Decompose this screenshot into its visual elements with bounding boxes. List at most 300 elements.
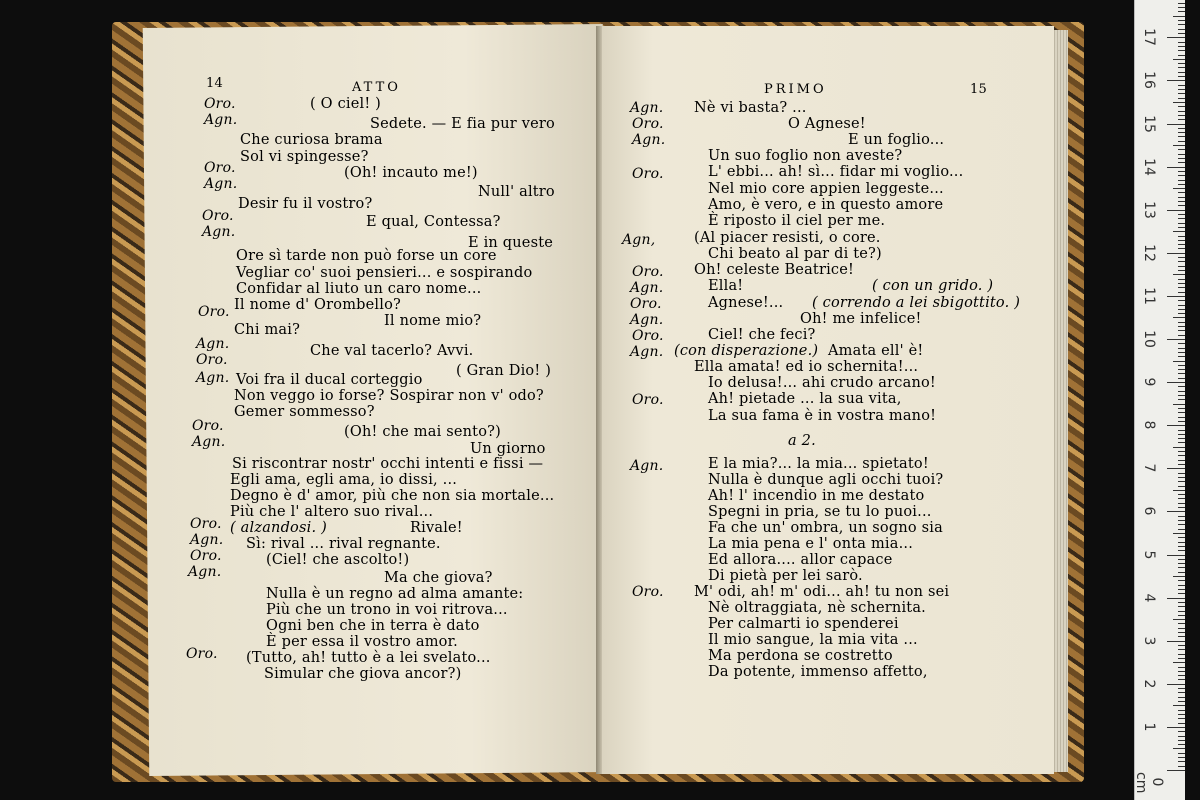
ruler-tick [1178,731,1185,732]
ruler-tick [1178,205,1185,206]
left-page-speaker-label: Agn. [188,564,222,580]
left-page-text-line: Che curiosa brama [240,132,383,148]
ruler-tick [1178,550,1185,551]
left-page-text-line: ( Gran Dio! ) [456,363,552,379]
ruler-tick [1178,240,1185,241]
ruler-number: 12 [1141,243,1157,262]
ruler-tick [1173,59,1185,60]
ruler-tick [1178,257,1185,258]
ruler-tick [1178,279,1185,280]
left-page-speaker-label: Agn. [192,434,226,450]
ruler-tick [1173,490,1185,491]
right-page-text-line: Ciel! che feci? [708,327,816,343]
ruler-tick [1178,50,1185,51]
ruler-tick [1173,533,1185,534]
ruler-tick [1178,33,1185,34]
ruler-tick [1178,455,1185,456]
right-page-speaker-label: Agn. [630,312,664,328]
ruler-tick [1178,451,1185,452]
ruler-tick [1167,37,1185,38]
ruler-tick [1167,770,1185,771]
ruler-tick [1178,766,1185,767]
ruler-tick [1167,598,1185,599]
ruler-tick [1178,417,1185,418]
ruler-tick [1178,55,1185,56]
ruler-tick [1178,132,1185,133]
left-page-text-line: Simular che giova ancor?) [264,666,462,682]
ruler-tick [1178,567,1185,568]
ruler-tick [1178,356,1185,357]
ruler-tick [1178,723,1185,724]
left-page-speaker-label: Oro. [190,516,222,532]
ruler-tick [1178,365,1185,366]
ruler-tick [1178,628,1185,629]
ruler-tick [1178,326,1185,327]
ruler-tick [1178,563,1185,564]
right-page-speaker-label: Agn. [630,458,664,474]
ruler-tick [1178,585,1185,586]
ruler-tick [1178,559,1185,560]
left-page-speaker-label: Oro. [196,352,228,368]
ruler-tick [1178,546,1185,547]
right-page-text-line: Nel mio core appien leggeste... [708,181,944,197]
right-page-text-line: M' odi, ah! m' odi... ah! tu non sei [694,584,950,600]
ruler-tick [1178,227,1185,228]
ruler-tick [1178,524,1185,525]
ruler-tick [1178,154,1185,155]
left-page-text-line: Si riscontrar nostr' occhi intenti e fissi — [232,456,544,472]
ruler-tick [1178,679,1185,680]
ruler-tick [1178,192,1185,193]
ruler-tick [1178,85,1185,86]
ruler-tick [1178,270,1185,271]
ruler-tick [1173,16,1185,17]
ruler-number: 13 [1141,200,1157,219]
left-page-speaker-label: Agn. [204,176,238,192]
ruler-tick [1167,80,1185,81]
ruler-tick [1178,141,1185,142]
ruler-tick [1178,348,1185,349]
ruler-number: 7 [1141,463,1157,473]
left-page-number: 14 [206,76,223,91]
ruler-tick [1173,231,1185,232]
ruler-tick [1178,214,1185,215]
ruler-tick [1167,468,1185,469]
ruler-tick [1178,516,1185,517]
left-page-text-line: Il nome d' Orombello? [234,297,401,313]
ruler-tick [1178,714,1185,715]
left-page-speaker-label: Agn. [202,224,236,240]
ruler-number: 3 [1141,636,1157,646]
book-gutter [596,26,602,774]
ruler-tick [1167,641,1185,642]
ruler-tick [1178,399,1185,400]
ruler-tick [1178,136,1185,137]
ruler-tick [1178,93,1185,94]
ruler-tick [1167,210,1185,211]
ruler-tick [1178,3,1185,4]
ruler-number: 10 [1141,330,1157,348]
right-page-text-line: Amata ell' è! [828,343,924,359]
right-page-text-line: E la mia?... la mia... spietato! [708,456,929,472]
ruler-tick [1178,602,1185,603]
right-page-text-line: (Al piacer resisti, o core. [694,230,881,246]
ruler-tick [1178,119,1185,120]
ruler-tick [1178,248,1185,249]
right-page-text-line: Ella amata! ed io schernita!... [694,359,919,375]
left-page-text-line: È per essa il vostro amor. [266,634,458,650]
ruler-tick [1178,197,1185,198]
ruler-tick [1178,442,1185,443]
right-page-text-line: Da potente, immenso affetto, [708,664,928,680]
ruler-tick [1178,378,1185,379]
right-page-speaker-label: Oro. [632,392,664,408]
ruler-tick [1178,300,1185,301]
left-page-text-line: (Tutto, ah! tutto è a lei svelato... [246,650,491,666]
ruler-number: 5 [1141,550,1157,559]
left-page-text-line: Sì: rival ... rival regnante. [246,536,441,552]
ruler-tick [1178,688,1185,689]
left-page-text-line: ( O ciel! ) [310,96,382,112]
right-page-text-line: Amo, è vero, e in questo amore [708,197,944,213]
right-page-text-line: ( con un grido. ) [872,278,994,294]
right-page-text-line: Il mio sangue, la mia vita ... [708,632,918,648]
right-page-text-line: Nè vi basta? ... [694,100,807,116]
ruler-tick [1173,404,1185,405]
right-page-text-line: Agnese!... [708,295,784,311]
left-page-text-line: Sedete. — E fia pur vero [370,116,555,132]
left-page-text-line: Gemer sommesso? [234,404,375,420]
ruler-tick [1178,744,1185,745]
ruler-tick [1178,649,1185,650]
ruler-tick [1178,42,1185,43]
ruler-tick [1178,386,1185,387]
ruler-tick [1178,158,1185,159]
left-page-speaker-label: Oro. [190,548,222,564]
left-page-text-line: Più che un trono in voi ritrova... [266,602,508,618]
ruler-tick [1167,555,1185,556]
ruler-tick [1178,658,1185,659]
ruler-tick [1178,313,1185,314]
ruler-tick [1167,124,1185,125]
right-page-text-line: ( correndo a lei sbigottito. ) [812,295,1021,311]
right-page-speaker-label: Oro. [632,328,664,344]
right-page-text-line: Di pietà per lei sarò. [708,568,863,584]
left-page-text-line: Che val tacerlo? Avvi. [310,343,474,359]
ruler-tick [1178,343,1185,344]
ruler-tick [1178,162,1185,163]
right-page-speaker-label: Agn. [632,132,666,148]
ruler-tick [1178,473,1185,474]
ruler-tick [1178,667,1185,668]
right-page-text-line: È riposto il ciel per me. [708,213,886,229]
ruler-tick [1178,184,1185,185]
left-page-text-line: Desir fu il vostro? [238,196,373,212]
right-page-text-line: La sua fama è in vostra mano! [708,408,937,424]
ruler-tick [1178,460,1185,461]
ruler-tick [1173,447,1185,448]
ruler-unit: 0 cm [1133,772,1165,794]
ruler-tick [1178,542,1185,543]
left-page-text-line: Ore sì tarde non può forse un core [236,248,497,264]
ruler-tick [1178,761,1185,762]
left-page-speaker-label: Oro. [204,160,236,176]
right-page-text-line: Spegni in pria, se tu lo puoi... [708,504,932,520]
left-page-text-line: Null' altro [478,184,555,200]
measuring-ruler [1134,0,1185,800]
ruler-tick [1178,218,1185,219]
ruler-tick [1178,718,1185,719]
ruler-tick [1178,654,1185,655]
ruler-tick [1178,675,1185,676]
left-page-text-line: E qual, Contessa? [366,214,501,230]
ruler-tick [1178,128,1185,129]
right-page-text-line: L' ebbi... ah! sì... fidar mi voglio... [708,164,964,180]
ruler-tick [1178,434,1185,435]
ruler-tick [1178,46,1185,47]
ruler-tick [1178,408,1185,409]
right-page-text-line: Oh! me infelice! [800,311,922,327]
ruler-tick [1178,520,1185,521]
right-page-header: PRIMO [764,82,827,97]
ruler-tick [1167,727,1185,728]
ruler-tick [1178,589,1185,590]
right-page-text-line: Nè oltraggiata, nè schernita. [708,600,926,616]
ruler-tick [1178,636,1185,637]
right-page-text-line: Fa che un' ombra, un sogno sia [708,520,943,536]
ruler-tick [1178,11,1185,12]
ruler-tick [1178,464,1185,465]
ruler-tick [1178,115,1185,116]
right-page-text-line: Oh! celeste Beatrice! [694,262,855,278]
right-page-text-line: Chi beato al par di te?) [708,246,882,262]
left-page-text-line: Sol vi spingesse? [240,149,369,165]
left-page-text-line: Ma che giova? [384,570,493,586]
ruler-tick [1167,296,1185,297]
ruler-number: 4 [1141,593,1157,603]
ruler-number: 17 [1141,28,1157,47]
right-page-speaker-label: Agn. [630,100,664,116]
ruler-tick [1178,98,1185,99]
right-page-speaker-label: Oro. [632,584,664,600]
left-page-speaker-label: Agn. [196,370,230,386]
left-page-speaker-label: Oro. [186,646,218,662]
ruler-tick [1178,391,1185,392]
ruler-tick [1173,576,1185,577]
right-page-number: 15 [970,82,987,97]
ruler-tick [1167,339,1185,340]
ruler-tick [1178,292,1185,293]
left-page-speaker-label: Agn. [196,336,230,352]
ruler-tick [1178,593,1185,594]
ruler-tick [1178,395,1185,396]
ruler-tick [1178,438,1185,439]
ruler-tick [1178,149,1185,150]
right-page-text-line: Io delusa!... ahi crudo arcano! [708,375,936,391]
ruler-tick [1178,537,1185,538]
ruler-tick [1178,63,1185,64]
left-page-text-line: (Oh! che mai sento?) [344,424,501,440]
left-page-speaker-label: Oro. [202,208,234,224]
right-page-speaker-label: Oro. [630,296,662,312]
right-page-text-line: Ma perdona se costretto [708,648,893,664]
ruler-tick [1178,171,1185,172]
ruler-tick [1178,287,1185,288]
left-page-text-line: Non veggo io forse? Sospirar non v' odo? [234,388,544,404]
ruler-tick [1178,373,1185,374]
ruler-tick [1178,623,1185,624]
ruler-tick [1178,477,1185,478]
right-page-text-line: Un suo foglio non aveste? [708,148,903,164]
ruler-tick [1178,266,1185,267]
left-page-text-line: Chi mai? [234,322,301,338]
ruler-tick [1178,421,1185,422]
ruler-tick [1178,615,1185,616]
left-page-text-line: ( alzandosi. ) [230,520,327,536]
ruler-tick [1178,481,1185,482]
ruler-tick [1173,748,1185,749]
right-page-speaker-label: Agn, [622,232,656,248]
ruler-tick [1178,580,1185,581]
ruler-number: 14 [1141,157,1157,176]
ruler-number: 11 [1141,286,1157,305]
ruler-tick [1173,619,1185,620]
ruler-tick [1178,701,1185,702]
right-page-text-line: Per calmarti io spenderei [708,616,899,632]
left-page-text-line: Il nome mio? [384,313,482,329]
ruler-tick [1178,757,1185,758]
ruler-number: 9 [1141,377,1157,387]
left-page-text-line: Vegliar co' suoi pensieri... e sospirando [236,265,533,281]
left-page-text-line: Ogni ben che in terra è dato [266,618,480,634]
ruler-tick [1178,710,1185,711]
right-page-speaker-label: Agn. [630,280,664,296]
ruler-tick [1173,145,1185,146]
right-page-text-line: Ed allora.... allor capace [708,552,893,568]
ruler-tick [1167,253,1185,254]
ruler-tick [1173,662,1185,663]
ruler-tick [1178,24,1185,25]
ruler-tick [1178,330,1185,331]
ruler-tick [1178,529,1185,530]
left-page-speaker-label: Agn. [204,112,238,128]
ruler-tick [1178,305,1185,306]
ruler-tick [1178,494,1185,495]
ruler-tick [1178,369,1185,370]
left-page-speaker-label: Oro. [192,418,224,434]
ruler-tick [1178,498,1185,499]
ruler-tick [1178,244,1185,245]
ruler-tick [1178,736,1185,737]
right-page-speaker-label: Oro. [632,166,664,182]
left-page-text-line: E in queste [468,235,554,251]
ruler-number: 8 [1141,420,1157,430]
right-page-text-line: O Agnese! [788,116,866,132]
ruler-number: 6 [1141,506,1157,516]
ruler-tick [1178,572,1185,573]
ruler-tick [1178,352,1185,353]
left-page-text-line: (Oh! incauto me!) [344,165,478,181]
right-page-text-line: Ella! [708,278,744,294]
ruler-tick [1178,283,1185,284]
ruler-tick [1178,261,1185,262]
ruler-tick [1178,175,1185,176]
ruler-tick [1178,412,1185,413]
right-page-text-line: La mia pena e l' onta mia... [708,536,914,552]
ruler-tick [1178,89,1185,90]
left-page-text-line: Più che l' altero suo rival... [230,504,434,520]
left-page-header: ATTO [352,80,401,95]
ruler-tick [1173,102,1185,103]
ruler-number: 15 [1141,114,1157,133]
ruler-tick [1178,645,1185,646]
ruler-number: 2 [1141,679,1157,689]
left-page-text-line: Egli ama, egli ama, io dissi, ... [230,472,458,488]
ruler-tick [1173,188,1185,189]
ruler-tick [1178,335,1185,336]
left-page-speaker-label: Oro. [204,96,236,112]
right-page-text-line: Ah! pietade ... la sua vita, [708,391,902,407]
ruler-tick [1178,671,1185,672]
ruler-tick [1178,486,1185,487]
ruler-tick [1173,361,1185,362]
ruler-tick [1178,111,1185,112]
ruler-tick [1167,382,1185,383]
ruler-tick [1178,67,1185,68]
left-page-text-line: Un giorno [470,441,546,457]
ruler-tick [1178,29,1185,30]
ruler-tick [1178,7,1185,8]
ruler-tick [1178,430,1185,431]
right-page-text-line: a 2. [788,433,816,449]
ruler-tick [1178,72,1185,73]
ruler-tick [1178,76,1185,77]
ruler-tick [1178,236,1185,237]
ruler-tick [1178,309,1185,310]
ruler-tick [1178,632,1185,633]
right-page-text-line: (con disperazione.) [674,343,819,359]
ruler-tick [1178,503,1185,504]
left-page-text-line: Degno è d' amor, più che non sia mortale... [230,488,555,504]
right-page-text-line: Ah! l' incendio in me destato [708,488,925,504]
left-page-text-line: Nulla è un regno ad alma amante: [266,586,524,602]
ruler-tick [1167,511,1185,512]
left-page-text-line: Voi fra il ducal corteggio [236,372,423,388]
right-page-speaker-label: Agn. [630,344,664,360]
ruler-number: 1 [1141,722,1157,732]
right-page-speaker-label: Oro. [632,116,664,132]
ruler-tick [1178,201,1185,202]
ruler-tick [1178,606,1185,607]
ruler-tick [1173,274,1185,275]
left-page-speaker-label: Oro. [198,304,230,320]
right-page-text-line: E un foglio... [848,132,945,148]
left-page-text-line: (Ciel! che ascolto!) [266,552,410,568]
ruler-tick [1178,697,1185,698]
ruler-tick [1178,740,1185,741]
ruler-tick [1178,20,1185,21]
right-page-speaker-label: Oro. [632,264,664,280]
ruler-tick [1178,223,1185,224]
ruler-tick [1178,180,1185,181]
left-page-text-line: Confidar al liuto un caro nome... [236,281,482,297]
ruler-tick [1178,322,1185,323]
ruler-tick [1178,692,1185,693]
ruler-tick [1178,611,1185,612]
ruler-tick [1178,753,1185,754]
ruler-tick [1167,167,1185,168]
left-page-speaker-label: Agn. [190,532,224,548]
